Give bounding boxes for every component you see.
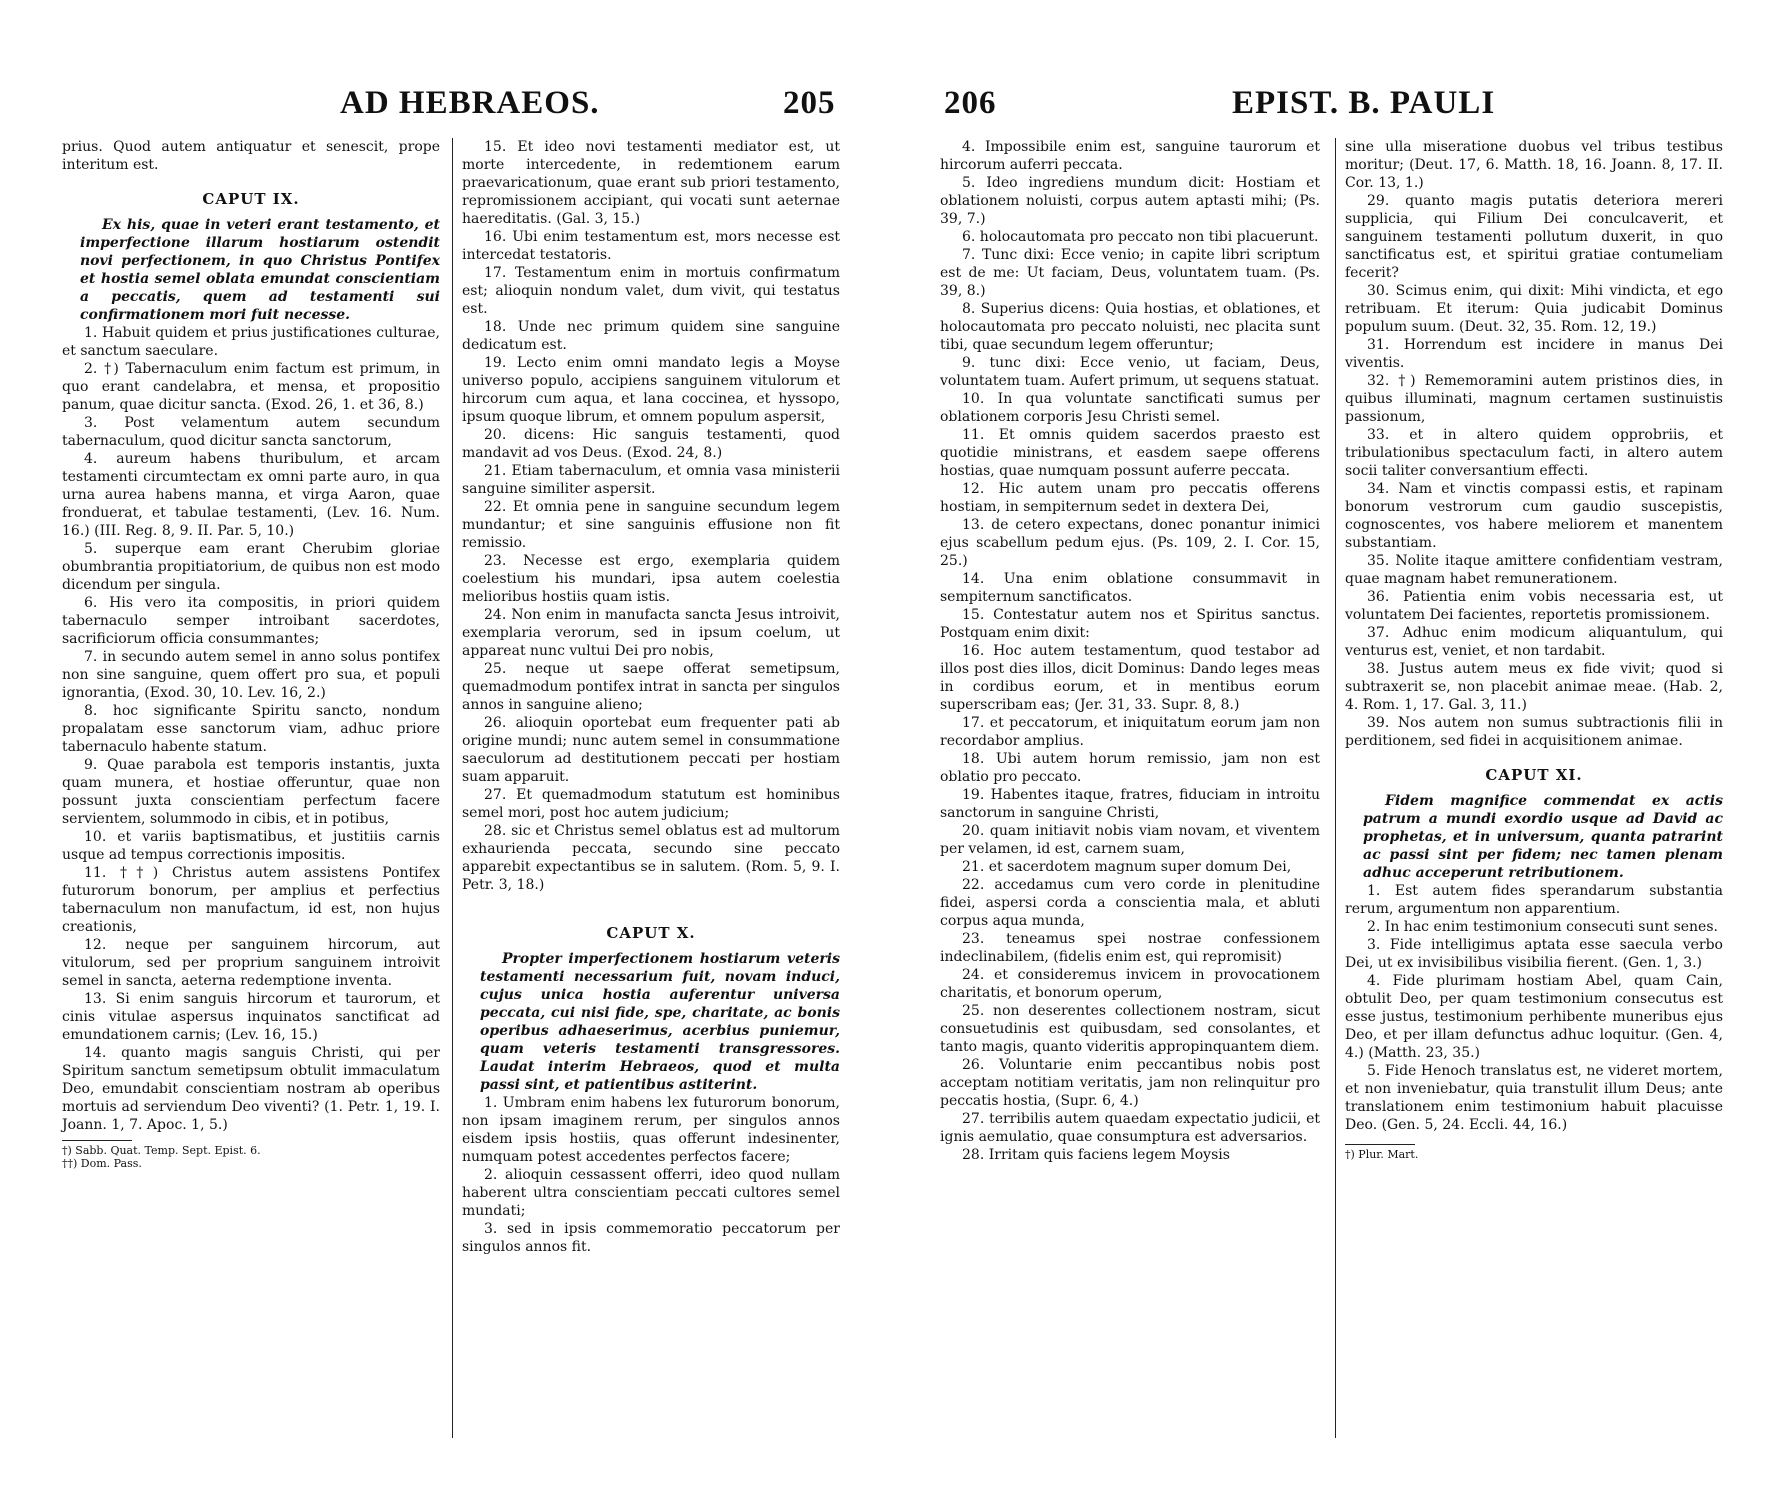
- verse: 23. teneamus spei nostrae confessionem indeclinabilem, (fidelis enim est, qui repromisit): [940, 931, 1320, 965]
- left-page: [0, 0, 880, 1500]
- verse: 7. in secundo autem semel in anno solus pontifex non sine sanguine, quem offert pro sua, et populi ignorantia, (Exod. 30, 10. Lev. 16, 2.): [62, 649, 440, 701]
- verse: 6. His vero ita compositis, in priori quidem tabernaculo semper introibant sacerdotes, sacrificiorum officia consummantes;: [62, 595, 440, 647]
- verse: 9. Quae parabola est temporis instantis, juxta quam munera, et hostiae offeruntur, quae non possunt juxta conscientiam perfectum facere servientem, solummodo in cibis, et in potibus,: [62, 757, 440, 827]
- verse: 17. et peccatorum, et iniquitatum eorum jam non recordabor amplius.: [940, 715, 1320, 749]
- left-column-1: [62, 138, 440, 1170]
- verse: 31. Horrendum est incidere in manus Dei viventis.: [1345, 337, 1723, 371]
- right-page: [940, 0, 1780, 1500]
- verse-list: [462, 138, 840, 894]
- verse: 24. Non enim in manufacta sancta Jesus introivit, exemplaria verorum, sed in ipsum coelum, ut appareat nunc vultui Dei pro nobis,: [462, 607, 840, 659]
- chapter-heading-x: CAPUT X.: [606, 924, 696, 942]
- column-divider: [452, 138, 453, 1438]
- footnote: †) Plur. Mart.: [1345, 1148, 1419, 1161]
- verse: 28. sic et Christus semel oblatus est ad multorum exhauriendа peccata, secundo sine peccato apparebit expectantibus se in salutem. (Rom. 5, 9. I. Petr. 3, 18.): [462, 823, 840, 893]
- verse: 18. Ubi autem horum remissio, jam non est oblatio pro peccato.: [940, 751, 1320, 785]
- verse: 14. quanto magis sanguis Christi, qui per Spiritum sanctum semetipsum obtulit immaculatum Deo, emundabit conscientiam nostram ab operibus mortuis ad serviendum Deo viventi? (1. Petr. 1, 19. I. Joann. 1, 7. Apoc. 1, 5.): [62, 1045, 440, 1133]
- verse: 4. aureum habens thuribulum, et arcam testamenti circumtectam ex omni parte auro, in qua urna aurea habens manna, et virga Aaron, quae fronduerat, et tabulae testamenti, (Lev. 16. Num. 16.) (III. Reg. 8, 9. II. Par. 5, 10.): [62, 451, 440, 539]
- verse: 8. hoc significante Spiritu sancto, nondum propalatam esse sanctorum viam, adhuc priore tabernaculo habente statum.: [62, 703, 440, 755]
- verse: 12. Hic autem unam pro peccatis offerens hostiam, in sempiternum sedet in dextera Dei,: [940, 481, 1320, 515]
- verse: 3. Post velamentum autem secundum tabernaculum, quod dicitur sancta sanctorum,: [62, 415, 440, 449]
- left-column-2: [462, 138, 840, 1256]
- opening-text: prius. Quod autem antiquatur et senescit, prope interitum est.: [62, 139, 440, 173]
- verse: 5. Fide Henoch translatus est, ne videret mortem, et non inveniebatur, quia transtulit illum Deus; ante translationem enim testimonium habuit placuisse Deo. (Gen. 5, 24. Eccli. 44, 16.): [1345, 1063, 1723, 1133]
- verse: 27. terribilis autem quaedam expectatio judicii, et ignis aemulatio, quae consumptura est adversarios.: [940, 1111, 1320, 1145]
- verse: 19. Habentes itaque, fratres, fiduciam in introitu sanctorum in sanguine Christi,: [940, 787, 1320, 821]
- verse: 14. Una enim oblatione consummavit in sempiternum sanctificatos.: [940, 571, 1320, 605]
- verse: 25. neque ut saepe offerat semetipsum, quemadmodum pontifex intrat in sancta per singulos annos in sanguine alieno;: [462, 661, 840, 713]
- verse: 6. holocautomata pro peccato non tibi placuerunt.: [962, 229, 1319, 245]
- verse: 27. Et quemadmodum statutum est hominibus semel mori, post hoc autem judicium;: [462, 787, 840, 821]
- chapter-summary-xi: Fidem magnifice commendat ex actis patrum a mundi exordio usque ad David ac prophetas, et in universum, quanta patrarint ac passi sint per fidem; nec tamen plenam adhuc acceperunt retributionem.: [1363, 793, 1723, 881]
- verse: 16. Hoc autem testamentum, quod testabor ad illos post dies illos, dicit Dominus: Dando leges meas in cordibus eorum, et in mentibus eorum superscribam eas; (Jer. 31, 33. Supr. 8, 8.): [940, 643, 1320, 713]
- footnote: ††) Dom. Pass.: [62, 1157, 142, 1170]
- verse: 21. et sacerdotem magnum super domum Dei,: [962, 859, 1292, 875]
- verse: 30. Scimus enim, qui dixit: Mihi vindicta, et ego retribuam. Et iterum: Quia judicabit Dominus populum suum. (Deut. 32, 35. Rom. 12, 19.): [1345, 283, 1723, 335]
- verse: 21. Etiam tabernaculum, et omnia vasa ministerii sanguine similiter aspersit.: [462, 463, 840, 497]
- verse: 23. Necesse est ergo, exemplaria quidem coelestium his mundari, ipsa autem coelestia melioribus hostiis quam istis.: [462, 553, 840, 605]
- verse: 18. Unde nec primum quidem sine sanguine dedicatum est.: [462, 319, 840, 353]
- verse: 15. Contestatur autem nos et Spiritus sanctus. Postquam enim dixit:: [940, 607, 1320, 641]
- footnote-list: [62, 1144, 440, 1170]
- left-page-number: 205: [783, 85, 836, 121]
- chapter-heading-xi: CAPUT XI.: [1485, 766, 1583, 784]
- verse: 3. Fide intelligimus aptata esse saecula verbo Dei, ut ex invisibilibus visibilia fierent. (Gen. 1, 3.): [1345, 937, 1723, 971]
- verse: 20. quam initiavit nobis viam novam, et viventem per velamen, id est, carnem suam,: [940, 823, 1320, 857]
- verse: 34. Nam et vinctis compassi estis, et rapinam bonorum vestrorum cum gaudio suscepistis, cognoscentes, vos habere meliorem et manentem substantiam.: [1345, 481, 1723, 551]
- verse: 28. Irritam quis faciens legem Moysis: [962, 1147, 1230, 1163]
- verse: sine ulla miseratione duobus vel tribus testibus moritur; (Deut. 17, 6. Matth. 18, 16. Joann. 8, 17. II. Cor. 13, 1.): [1345, 139, 1723, 191]
- verse-list: [940, 138, 1320, 1164]
- verse: 19. Lecto enim omni mandato legis a Moyse universo populo, accipiens sanguinem vitulorum et hircorum cum aqua, et lana coccinea, et hyssopo, ipsum quoque librum, et omnem populum aspersit,: [462, 355, 840, 425]
- chapter-heading-ix: CAPUT IX.: [202, 190, 300, 208]
- verse: 2. In hac enim testimonium consecuti sunt senes.: [1367, 919, 1718, 935]
- right-column-2: [1345, 138, 1723, 1161]
- verse-list: [462, 1094, 840, 1256]
- verse: 9. tunc dixi: Ecce venio, ut faciam, Deus, voluntatem tuam. Aufert primum, ut sequens statuat.: [940, 355, 1320, 389]
- verse: 20. dicens: Hic sanguis testamenti, quod mandavit ad vos Deus. (Exod. 24, 8.): [462, 427, 840, 461]
- verse: 32. †) Rememoramini autem pristinos dies, in quibus illuminati, magnum certamen sustinuistis passionum,: [1345, 373, 1723, 425]
- footnote-rule: [1345, 1144, 1415, 1145]
- verse: 13. Si enim sanguis hircorum et taurorum, et cinis vitulae aspersus inquinatos sanctificat ad emundationem carnis; (Lev. 16, 15.): [62, 991, 440, 1043]
- verse: 5. Ideo ingrediens mundum dicit: Hostiam et oblationem noluisti, corpus autem aptasti mihi; (Ps. 39, 7.): [940, 175, 1320, 227]
- verse: 10. et variis baptismatibus, et justitiis carnis usque ad tempus correctionis impositis.: [62, 829, 440, 863]
- verse: 26. Voluntarie enim peccantibus nobis post acceptam notitiam veritatis, jam non relinquitur pro peccatis hostia, (Supr. 6, 4.): [940, 1057, 1320, 1109]
- verse: 22. accedamus cum vero corde in plenitudine fidei, aspersi corda a conscientia mala, et abluti corpus aqua munda,: [940, 877, 1320, 929]
- verse: 3. sed in ipsis commemoratio peccatorum per singulos annos fit.: [462, 1221, 840, 1255]
- footnote-list: [1345, 1148, 1723, 1161]
- verse: 1. Est autem fides sperandarum substantia rerum, argumentum non apparentium.: [1345, 883, 1723, 917]
- verse: 26. alioquin oportebat eum frequenter pati ab origine mundi; nunc autem semel in consummatione saeculorum ad destitutionem peccati per hostiam suam apparuit.: [462, 715, 840, 785]
- verse: 2. alioquin cessassent offerri, ideo quod nullam haberent ultra conscientiam peccati cultores semel mundati;: [462, 1167, 840, 1219]
- verse: 35. Nolite itaque amittere confidentiam vestram, quae magnam habet remunerationem.: [1345, 553, 1723, 587]
- right-running-head: EPIST. B. PAULI: [1232, 85, 1496, 121]
- verse: 33. et in altero quidem opprobriis, et tribulationibus spectaculum facti, in altero autem socii taliter conversantium effecti.: [1345, 427, 1723, 479]
- verse-list: [62, 324, 440, 1134]
- verse: 15. Et ideo novi testamenti mediator est, ut morte intercedente, in redemtionem earum praevaricationum, quae erant sub priori testamento, repromissionem accipiant, qui vocati sunt aeternae haereditatis. (Gal. 3, 15.): [462, 139, 840, 227]
- verse: 17. Testamentum enim in mortuis confirmatum est; alioquin nondum valet, dum vivit, qui testatus est.: [462, 265, 840, 317]
- verse: 4. Impossibile enim est, sanguine taurorum et hircorum auferri peccata.: [940, 139, 1320, 173]
- verse: 37. Adhuc enim modicum aliquantulum, qui venturus est, veniet, et non tardabit.: [1345, 625, 1723, 659]
- verse: 4. Fide plurimam hostiam Abel, quam Cain, obtulit Deo, per quam testimonium consecutus est esse justus, testimonium perhibente muneribus ejus Deo, et per illam defunctus adhuc loquitur. (Gen. 4, 4.) (Matth. 23, 35.): [1345, 973, 1723, 1061]
- verse: 22. Et omnia pene in sanguine secundum legem mundantur; et sine sanguinis effusione non fit remissio.: [462, 499, 840, 551]
- verse: 2. †) Tabernaculum enim factum est primum, in quo erant candelabra, et mensa, et propositio panum, quae dicitur sancta. (Exod. 26, 1. et 36, 8.): [62, 361, 440, 413]
- footnote-rule: [62, 1140, 132, 1141]
- right-page-number: 206: [944, 85, 997, 121]
- verse: 29. quanto magis putatis deteriora mereri supplicia, qui Filium Dei conculcaverit, et sanguinem testamenti pollutum duxerit, in quo sanctificatus est, et spiritui gratiae contumeliam fecerit?: [1345, 193, 1723, 281]
- verse: 38. Justus autem meus ex fide vivit; quod si subtraxerit se, non placebit animae meae. (Hab. 2, 4. Rom. 1, 17. Gal. 3, 11.): [1345, 661, 1723, 713]
- verse: 8. Superius dicens: Quia hostias, et oblationes, et holocautomata pro peccato noluisti, nec placita sunt tibi, quae secundum legem offeruntur;: [940, 301, 1320, 353]
- verse-list: [1345, 138, 1723, 750]
- verse: 1. Habuit quidem et prius justificationes culturae, et sanctum saeculare.: [62, 325, 440, 359]
- verse: 13. de cetero expectans, donec ponantur inimici ejus scabellum pedum ejus. (Ps. 109, 2. I. Cor. 15, 25.): [940, 517, 1320, 569]
- column-divider: [1335, 138, 1336, 1438]
- verse: 24. et consideremus invicem in provocationem charitatis, et bonorum operum,: [940, 967, 1320, 1001]
- verse: 5. superque eam erant Cherubim gloriae obumbrantia propitiatorium, de quibus non est modo dicendum per singula.: [62, 541, 440, 593]
- verse: 25. non deserentes collectionem nostram, sicut consuetudinis est quibusdam, sed consolantes, et tanto magis, quanto videritis appropinquantem diem.: [940, 1003, 1320, 1055]
- verse: 11. ††) Christus autem assistens Pontifex futurorum bonorum, per amplius et perfectius tabernaculum non manufactum, id est, non hujus creationis,: [62, 865, 440, 935]
- verse: 1. Umbram enim habens lex futurorum bonorum, non ipsam imaginem rerum, per singulos annos eisdem ipsis hostiis, quas offerunt indesinenter, numquam potest accedentes perfectos facere;: [462, 1095, 840, 1165]
- verse: 10. In qua voluntate sanctificati sumus per oblationem corporis Jesu Christi semel.: [940, 391, 1320, 425]
- chapter-summary-ix: Ex his, quae in veteri erant testamento, et imperfectione illarum hostiarum ostendit novi perfectionem, in quo Christus Pontifex et hostia semel oblata emundat conscientiam a peccatis, quem ad testamenti sui confirmationem mori fuit necesse.: [80, 217, 440, 323]
- footnote: †) Sabb. Quat. Temp. Sept. Epist. 6.: [62, 1144, 261, 1157]
- verse: 39. Nos autem non sumus subtractionis filii in perditionem, sed fidei in acquisitionem animae.: [1345, 715, 1723, 749]
- verse: 16. Ubi enim testamentum est, mors necesse est intercedat testatoris.: [462, 229, 840, 263]
- verse: 7. Tunc dixi: Ecce venio; in capite libri scriptum est de me: Ut faciam, Deus, voluntatem tuam. (Ps. 39, 8.): [940, 247, 1320, 299]
- verse-list: [1345, 882, 1723, 1134]
- verse: 12. neque per sanguinem hircorum, aut vitulorum, sed per proprium sanguinem introivit semel in sancta, aeterna redemptione inventa.: [62, 937, 440, 989]
- verse: 36. Patientia enim vobis necessaria est, ut voluntatem Dei facientes, reportetis promissionem.: [1345, 589, 1723, 623]
- chapter-summary-x: Propter imperfectionem hostiarum veteris testamenti necessarium fuit, novam induci, cujus unica hostia auferentur universa peccata, cui nisi fide, spe, charitate, ac bonis operibus adhaeserimus, acerbius puniemur, quam veteris testamenti transgressores. Laudat interim Hebraeos, quod et multa passi sint, et patientibus astiterint.: [480, 951, 840, 1093]
- right-column-1: [940, 138, 1320, 1164]
- left-running-head: AD HEBRAEOS.: [340, 85, 600, 121]
- verse: 11. Et omnis quidem sacerdos praesto est quotidie ministrans, et easdem saepe offerens hostias, quae numquam possunt auferre peccata.: [940, 427, 1320, 479]
